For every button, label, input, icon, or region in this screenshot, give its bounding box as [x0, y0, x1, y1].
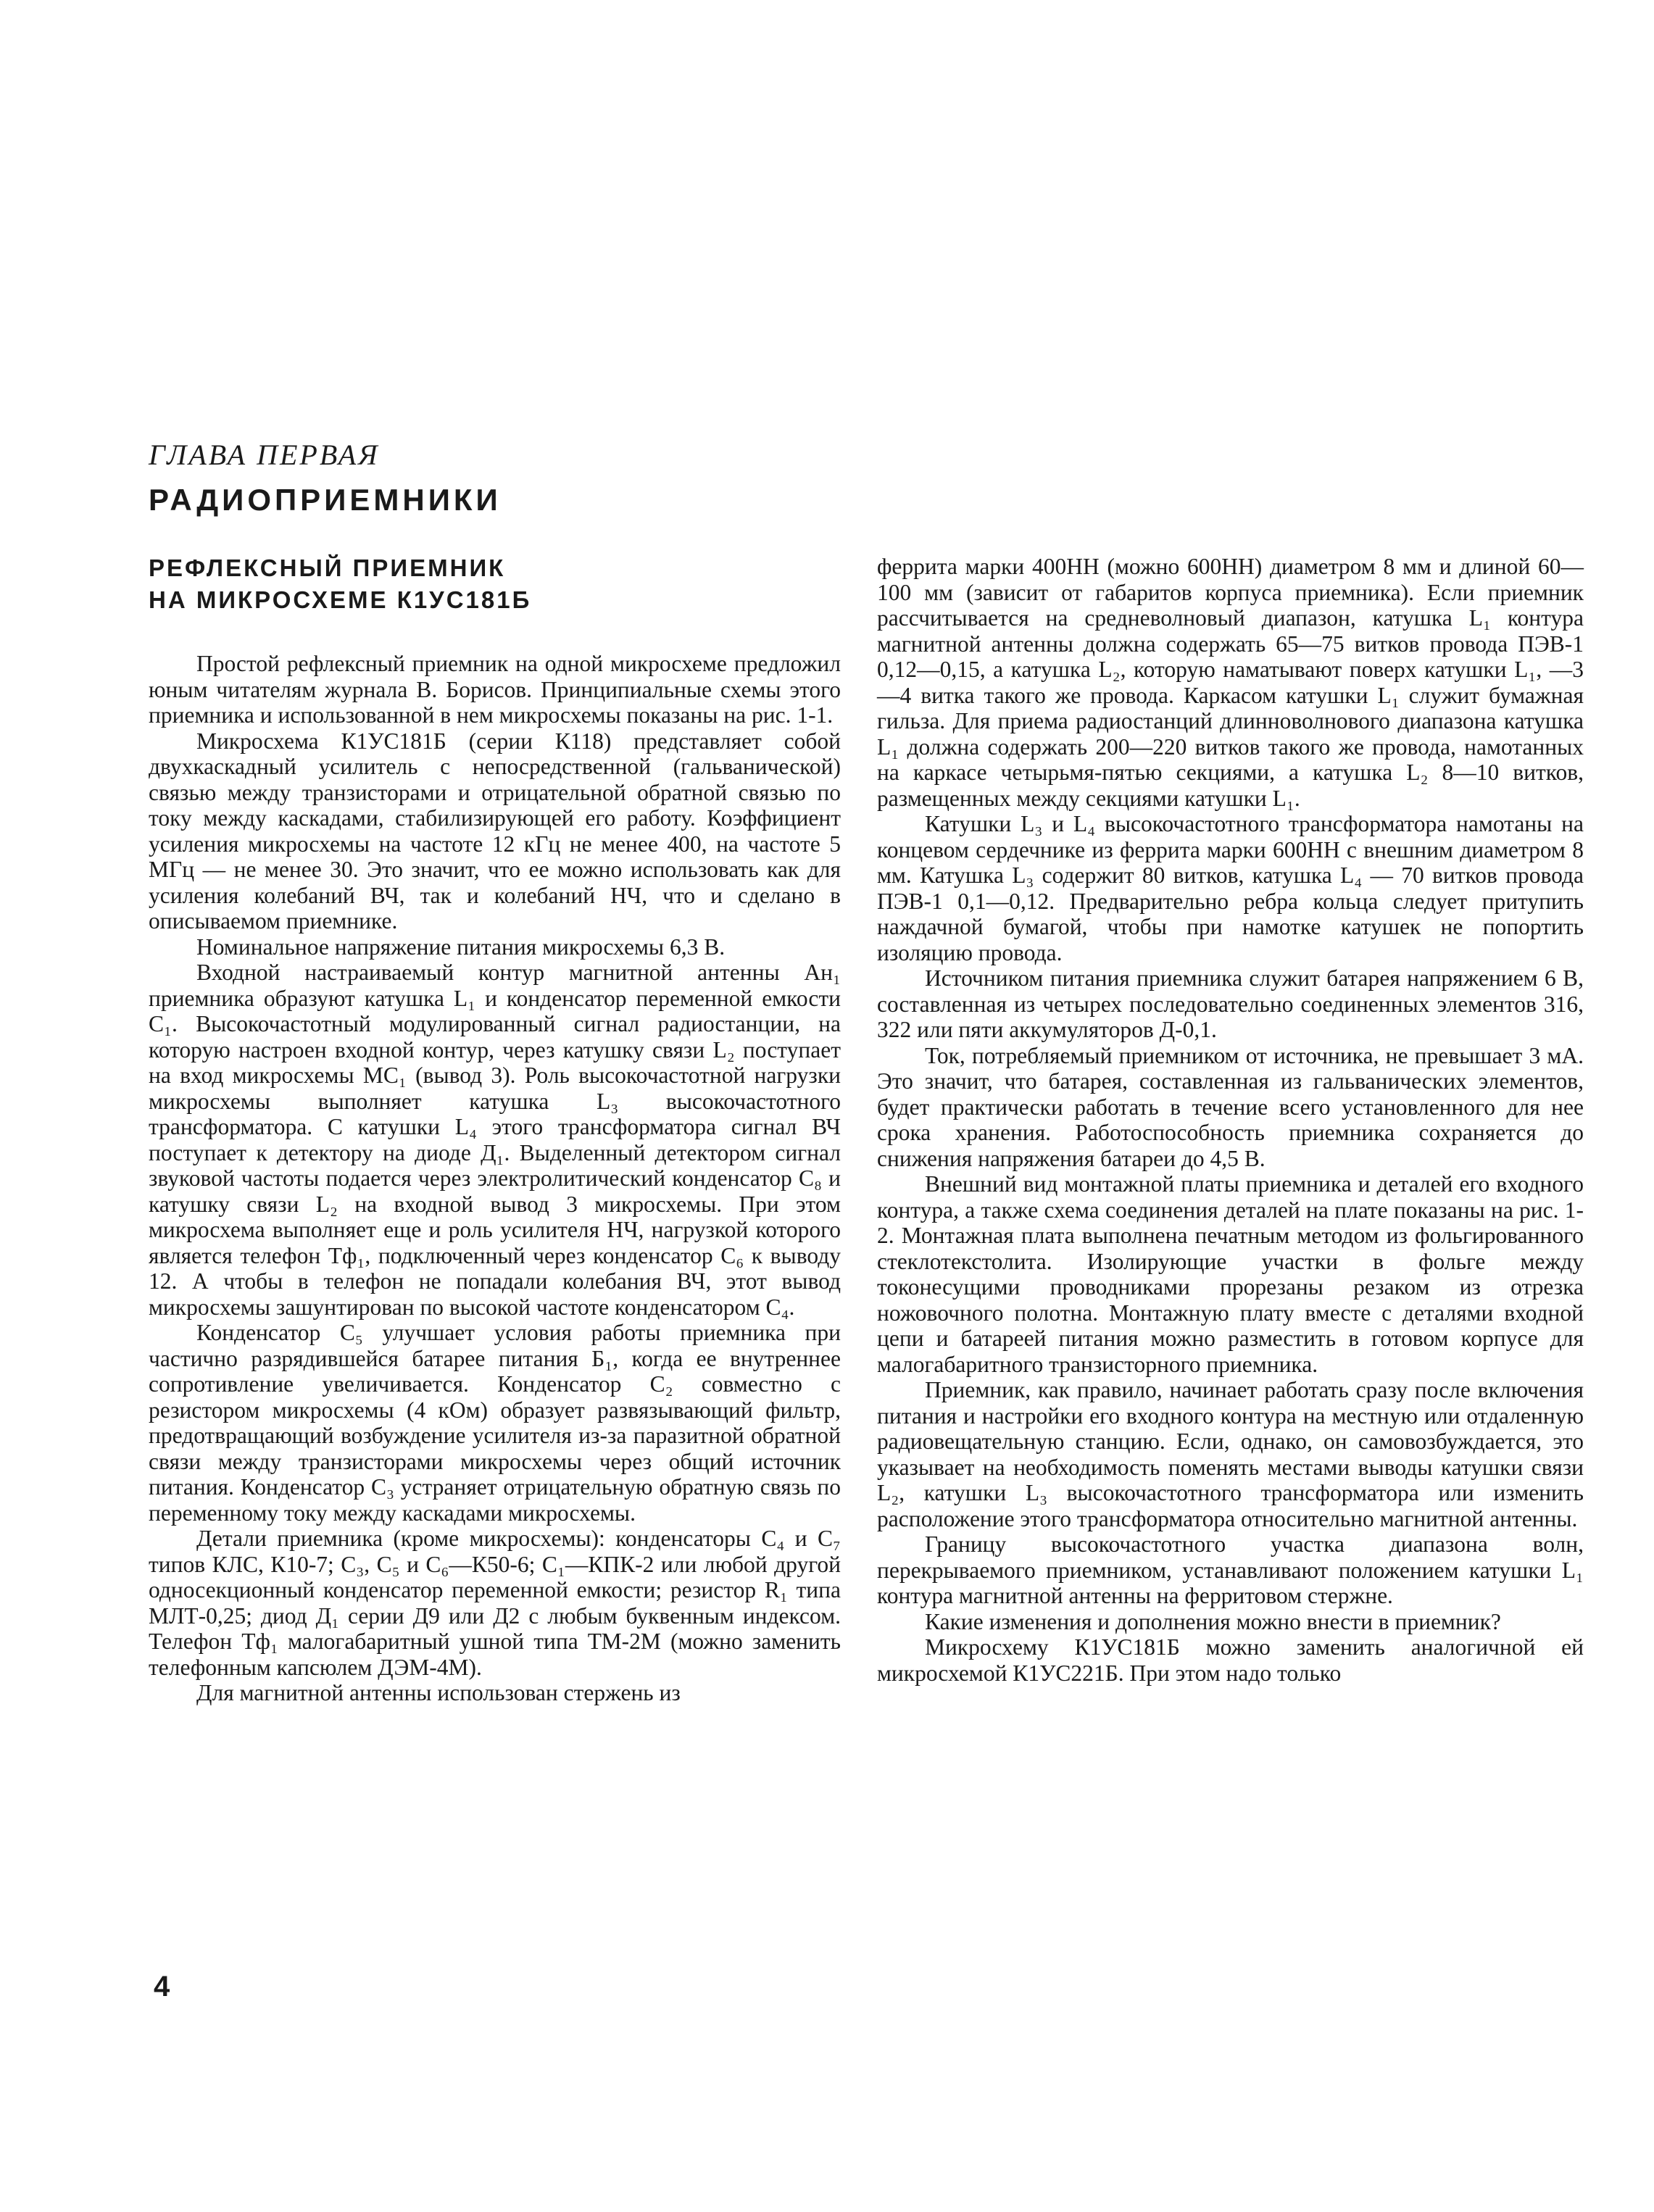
left-text-column: [149, 651, 841, 1706]
page-number: 4: [154, 1971, 170, 2003]
paragraph: Микросхема К1УС181Б (серии К118) представляет собой двухкаскадный усилитель с непосредственной (гальванической) связью между транзисторами и отрицательной обратной связью по току между каскадами, стабилизирующей его работу. Коэффициент усиления микросхемы на частоте 12 кГц не менее 400, на частоте 5 МГц — не менее 30. Это значит, что ее можно использовать как для усиления колебаний ВЧ, так и колебаний НЧ, что и сделано в описываемом приемнике.: [149, 728, 841, 934]
section-title: [149, 552, 837, 616]
chapter-label: ГЛАВА ПЕРВАЯ: [149, 438, 380, 471]
paragraph: Входной настраиваемый контур магнитной антенны Ан₁ приемника образуют катушка L₁ и конденсатор переменной емкости C₁. Высокочастотный модулированный сигнал радиостанции, на которую настроен входной контур, через катушку связи L₂ поступает на вход микросхемы МС₁ (вывод 3). Роль высокочастотной нагрузки микросхемы выполняет катушка L₃ высокочастотного трансформатора. С катушки L₄ этого трансформатора сигнал ВЧ поступает к детектору на диоде Д₁. Выделенный детектором сигнал звуковой частоты подается через электролитический конденсатор C₈ и катушку связи L₂ на входной вывод 3 микросхемы. При этом микросхема выполняет еще и роль усилителя НЧ, нагрузкой которого является телефон Тф₁, подключенный через конденсатор C₆ к выводу 12. А чтобы в телефон не попадали колебания ВЧ, этот вывод микросхемы зашунтирован по высокой частоте конденсатором C₄.: [149, 960, 841, 1320]
paragraph-continued: феррита марки 400НН (можно 600НН) диаметром 8 мм и длиной 60—100 мм (зависит от габаритов корпуса приемника). Если приемник рассчитывается на средневолновый диапазон, катушка L₁ контура магнитной антенны должна содержать 65—75 витков провода ПЭВ-1 0,12—0,15, а катушка L₂, которую наматывают поверх катушки L₁, —3—4 витка такого же провода. Каркасом катушки L₁ служит бумажная гильза. Для приема радиостанций длинноволнового диапазона катушка L₁ должна содержать 200—220 витков такого же провода, намотанных на каркасе четырьмя-пятью секциями, а катушка L₂ 8—10 витков, размещенных между секциями катушки L₁.: [877, 554, 1584, 811]
paragraph: Катушки L₃ и L₄ высокочастотного трансформатора намотаны на концевом сердечнике из феррита марки 600НН с внешним диаметром 8 мм. Катушка L₃ содержит 80 витков, катушка L₄ — 70 витков провода ПЭВ-1 0,1—0,12. Предварительно ребра кольца следует притупить наждачной бумагой, чтобы при намотке катушек не попортить изоляцию провода.: [877, 811, 1584, 965]
paragraph: Для магнитной антенны использован стержень из: [196, 1680, 681, 1705]
paragraph: Источником питания приемника служит батарея напряжением 6 В, составленная из четырех последовательно соединенных элементов 316, 322 или пяти аккумуляторов Д-0,1.: [877, 965, 1584, 1042]
section-title-line-2: НА МИКРОСХЕМЕ К1УС181Б: [149, 586, 532, 613]
paragraph: Ток, потребляемый приемником от источника, не превышает 3 мА. Это значит, что батарея, составленная из гальванических элементов, будет практически работать в течение всего установленного для нее срока хранения. Работоспособность приемника сохраняется до снижения напряжения батареи до 4,5 В.: [877, 1042, 1584, 1171]
paragraph: Какие изменения и дополнения можно внести в приемник?: [925, 1608, 1501, 1634]
paragraph: Конденсатор C₅ улучшает условия работы приемника при частично разрядившейся батарее питания Б₁, когда ее внутреннее сопротивление увеличивается. Конденсатор C₂ совместно с резистором микросхемы (4 кОм) образует развязывающий фильтр, предотвращающий возбуждение усилителя из-за паразитной обратной связи между транзисторами микросхемы через общий источник питания. Конденсатор C₃ устраняет отрицательную обратную связь по переменному току между каскадами микросхемы.: [149, 1320, 841, 1526]
paragraph: Номинальное напряжение питания микросхемы 6,3 В.: [196, 934, 726, 960]
paragraph: Внешний вид монтажной платы приемника и деталей его входного контура, а также схема соединения деталей на плате показаны на рис. 1-2. Монтажная плата выполнена печатным методом из фольгированного стеклотекстолита. Изолирующие участки в фольге между токонесущими проводниками прорезаны резаком из отрезка ножовочного полотна. Монтажную плату вместе с деталями входной цепи и батареей питания можно разместить в готовом корпусе для малогабаритного транзисторного приемника.: [877, 1171, 1584, 1377]
paragraph: Приемник, как правило, начинает работать сразу после включения питания и настройки его входного контура на местную или отдаленную радиовещательную станцию. Если, однако, он самовозбуждается, это указывает на необходимость поменять местами выводы катушки связи L₂, катушки L₃ высокочастотного трансформатора или изменить расположение этого трансформатора относительно магнитной антенны.: [877, 1377, 1584, 1531]
section-title-line-1: РЕФЛЕКСНЫЙ ПРИЕМНИК: [149, 554, 506, 581]
chapter-title: РАДИОПРИЕМНИКИ: [149, 483, 502, 517]
paragraph: Детали приемника (кроме микросхемы): конденсаторы C₄ и C₇ типов КЛС, К10-7; C₃, C₅ и C₆—К50-6; C₁—КПК-2 или любой другой односекционный конденсатор переменной емкости; резистор R₁ типа МЛТ-0,25; диод Д₁ серии Д9 или Д2 с любым буквенным индексом. Телефон Тф₁ малогабаритный ушной типа ТМ-2М (можно заменить телефонным капсюлем ДЭМ-4М).: [149, 1526, 841, 1680]
paragraph: Границу высокочастотного участка диапазона волн, перекрываемого приемником, устанавливают положением катушки L₁ контура магнитной антенны на ферритовом стержне.: [877, 1531, 1584, 1608]
right-text-column: [877, 554, 1584, 1686]
paragraph: Простой рефлексный приемник на одной микросхеме предложил юным читателям журнала В. Борисов. Принципиальные схемы этого приемника и использованной в нем микросхемы показаны на рис. 1-1.: [149, 651, 841, 728]
paragraph: Микросхему К1УС181Б можно заменить аналогичной ей микросхемой К1УС221Б. При этом надо только: [877, 1634, 1584, 1686]
